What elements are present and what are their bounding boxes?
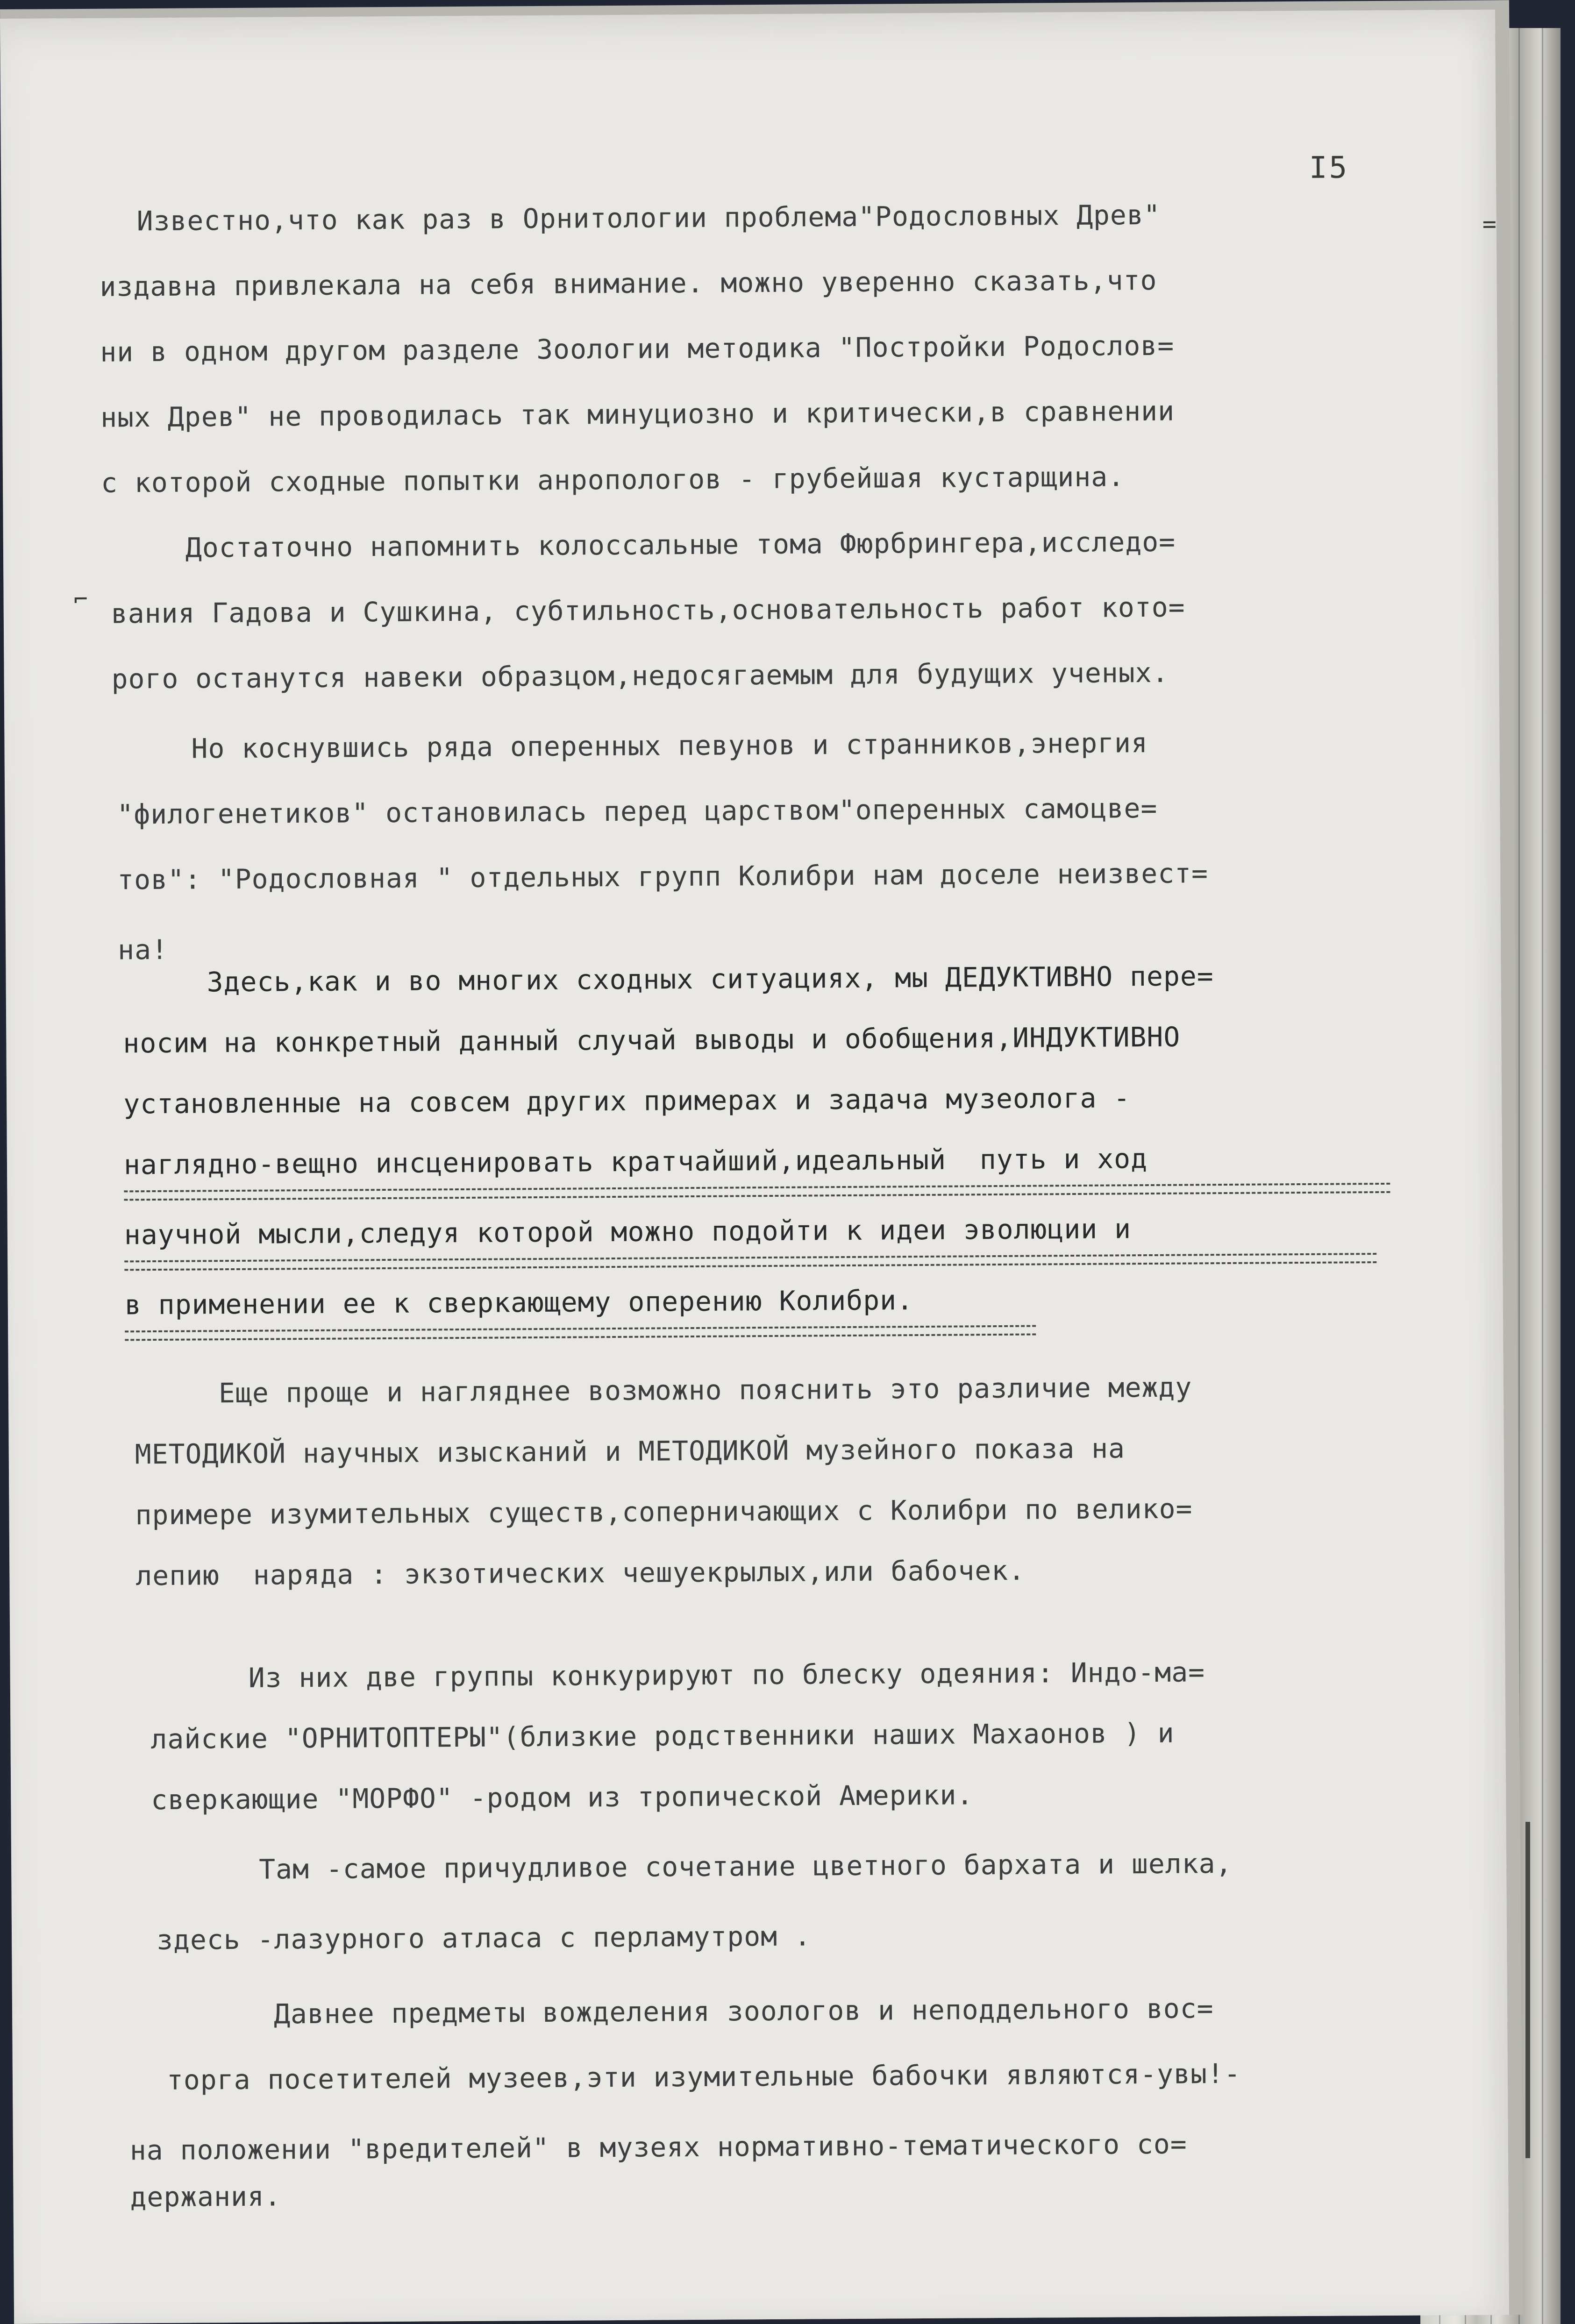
paragraph-5-line-1: Еще проще и нагляднее возможно пояснить это различие между <box>218 1371 1192 1409</box>
paragraph-7-line-2: здесь -лазурного атласа с перламутром . <box>156 1920 812 1956</box>
paragraph-4-line-1: Здесь,как и во многих сходных ситуациях, мы ДЕДУКТИВНО пере= <box>207 960 1214 998</box>
double-underline <box>124 1253 1376 1271</box>
paragraph-3-line-3: тов": "Родословная " отдельных групп Колибри нам доселе неизвест= <box>117 857 1209 896</box>
paragraph-3-line-1: Но коснувшись ряда оперенных певунов и странников,энергия <box>191 727 1148 765</box>
paragraph-1-line-1: Известно,что как раз в Орнитологии проблема"Родословных Древ" <box>136 199 1161 237</box>
typewritten-page <box>0 9 1509 2324</box>
paragraph-8-line-3: на положении "вредителей" в музеях нормативно-тематического со= <box>129 2128 1187 2167</box>
page-edge-bar <box>1525 1822 1530 2158</box>
paragraph-8-line-1: Давнее предметы вожделения зоологов и неподдельного вос= <box>273 1992 1214 2030</box>
paragraph-8-line-4: держания. <box>130 2180 281 2213</box>
margin-mark: = <box>1482 210 1497 238</box>
margin-mark: ⌐ <box>73 585 88 613</box>
paragraph-8-line-2: торга посетителей музеев,эти изумительные бабочки являются-увы!- <box>166 2057 1241 2096</box>
paragraph-1-line-3: ни в одном другом разделе Зоологии методика "Постройки Родослов= <box>100 329 1175 368</box>
paragraph-5-line-4: лепию наряда : экзотических чешуекрылых,или бабочек. <box>135 1554 1026 1592</box>
page-number: I5 <box>1309 150 1349 185</box>
paragraph-5-line-2: МЕТОДИКОЙ научных изысканий и МЕТОДИКОЙ музейного показа на <box>135 1432 1126 1471</box>
paragraph-2-line-1: Достаточно напомнить колоссальные тома Фюрбрингера,исследо= <box>185 526 1176 564</box>
page-edge-line <box>1542 28 1543 2324</box>
paragraph-1-line-4: ных Древ" не проводилась так минуциозно и критически,в сравнении <box>100 395 1175 434</box>
paragraph-6-line-2: лайские "ОРНИТОПТЕРЫ"(близкие родственники наших Махаонов ) и <box>150 1717 1175 1755</box>
paragraph-4-line-3: установленные на совсем других примерах и задача музеолога - <box>123 1082 1131 1120</box>
paragraph-4-line-6: в применении ее к сверкающему оперению Колибри. <box>124 1284 914 1321</box>
paragraph-1-line-2: издавна привлекала на себя внимание. можно уверенно сказать,что <box>100 264 1157 303</box>
paragraph-4-line-2: носим на конкретный данный случай выводы и обобщения,ИНДУКТИВНО <box>123 1021 1181 1059</box>
paragraph-5-line-3: примере изумительных существ,соперничающих с Колибри по велико= <box>135 1492 1193 1531</box>
paragraph-1-line-5: с которой сходные попытки анропологов - грубейшая кустарщина. <box>100 461 1125 499</box>
paragraph-3-line-2: "филогенетиков" остановилась перед царством"оперенных самоцве= <box>117 792 1158 831</box>
paragraph-6-line-1: Из них две группы конкурируют по блеску одеяния: Индо-ма= <box>248 1656 1205 1694</box>
double-underline <box>124 1183 1390 1201</box>
paragraph-7-line-1: Там -самое причудливое сочетание цветного бархата и шелка, <box>259 1847 1233 1885</box>
paragraph-3-line-4: на! <box>117 933 169 966</box>
paragraph-6-line-3: сверкающие "МОРФО" -родом из тропической Америки. <box>151 1779 974 1816</box>
paragraph-4-line-5: научной мысли,следуя которой можно подойти к идеи эволюции и <box>124 1213 1132 1251</box>
double-underline <box>125 1325 1036 1341</box>
paragraph-2-line-3: рого останутся навеки образцом,недосягаемым для будущих ученых. <box>111 656 1169 695</box>
paragraph-2-line-2: вания Гадова и Сушкина, субтильность,основательность работ кото= <box>111 591 1185 630</box>
paragraph-4-line-4: наглядно-вещно инсценировать кратчайший,идеальный путь и ход <box>123 1143 1148 1181</box>
